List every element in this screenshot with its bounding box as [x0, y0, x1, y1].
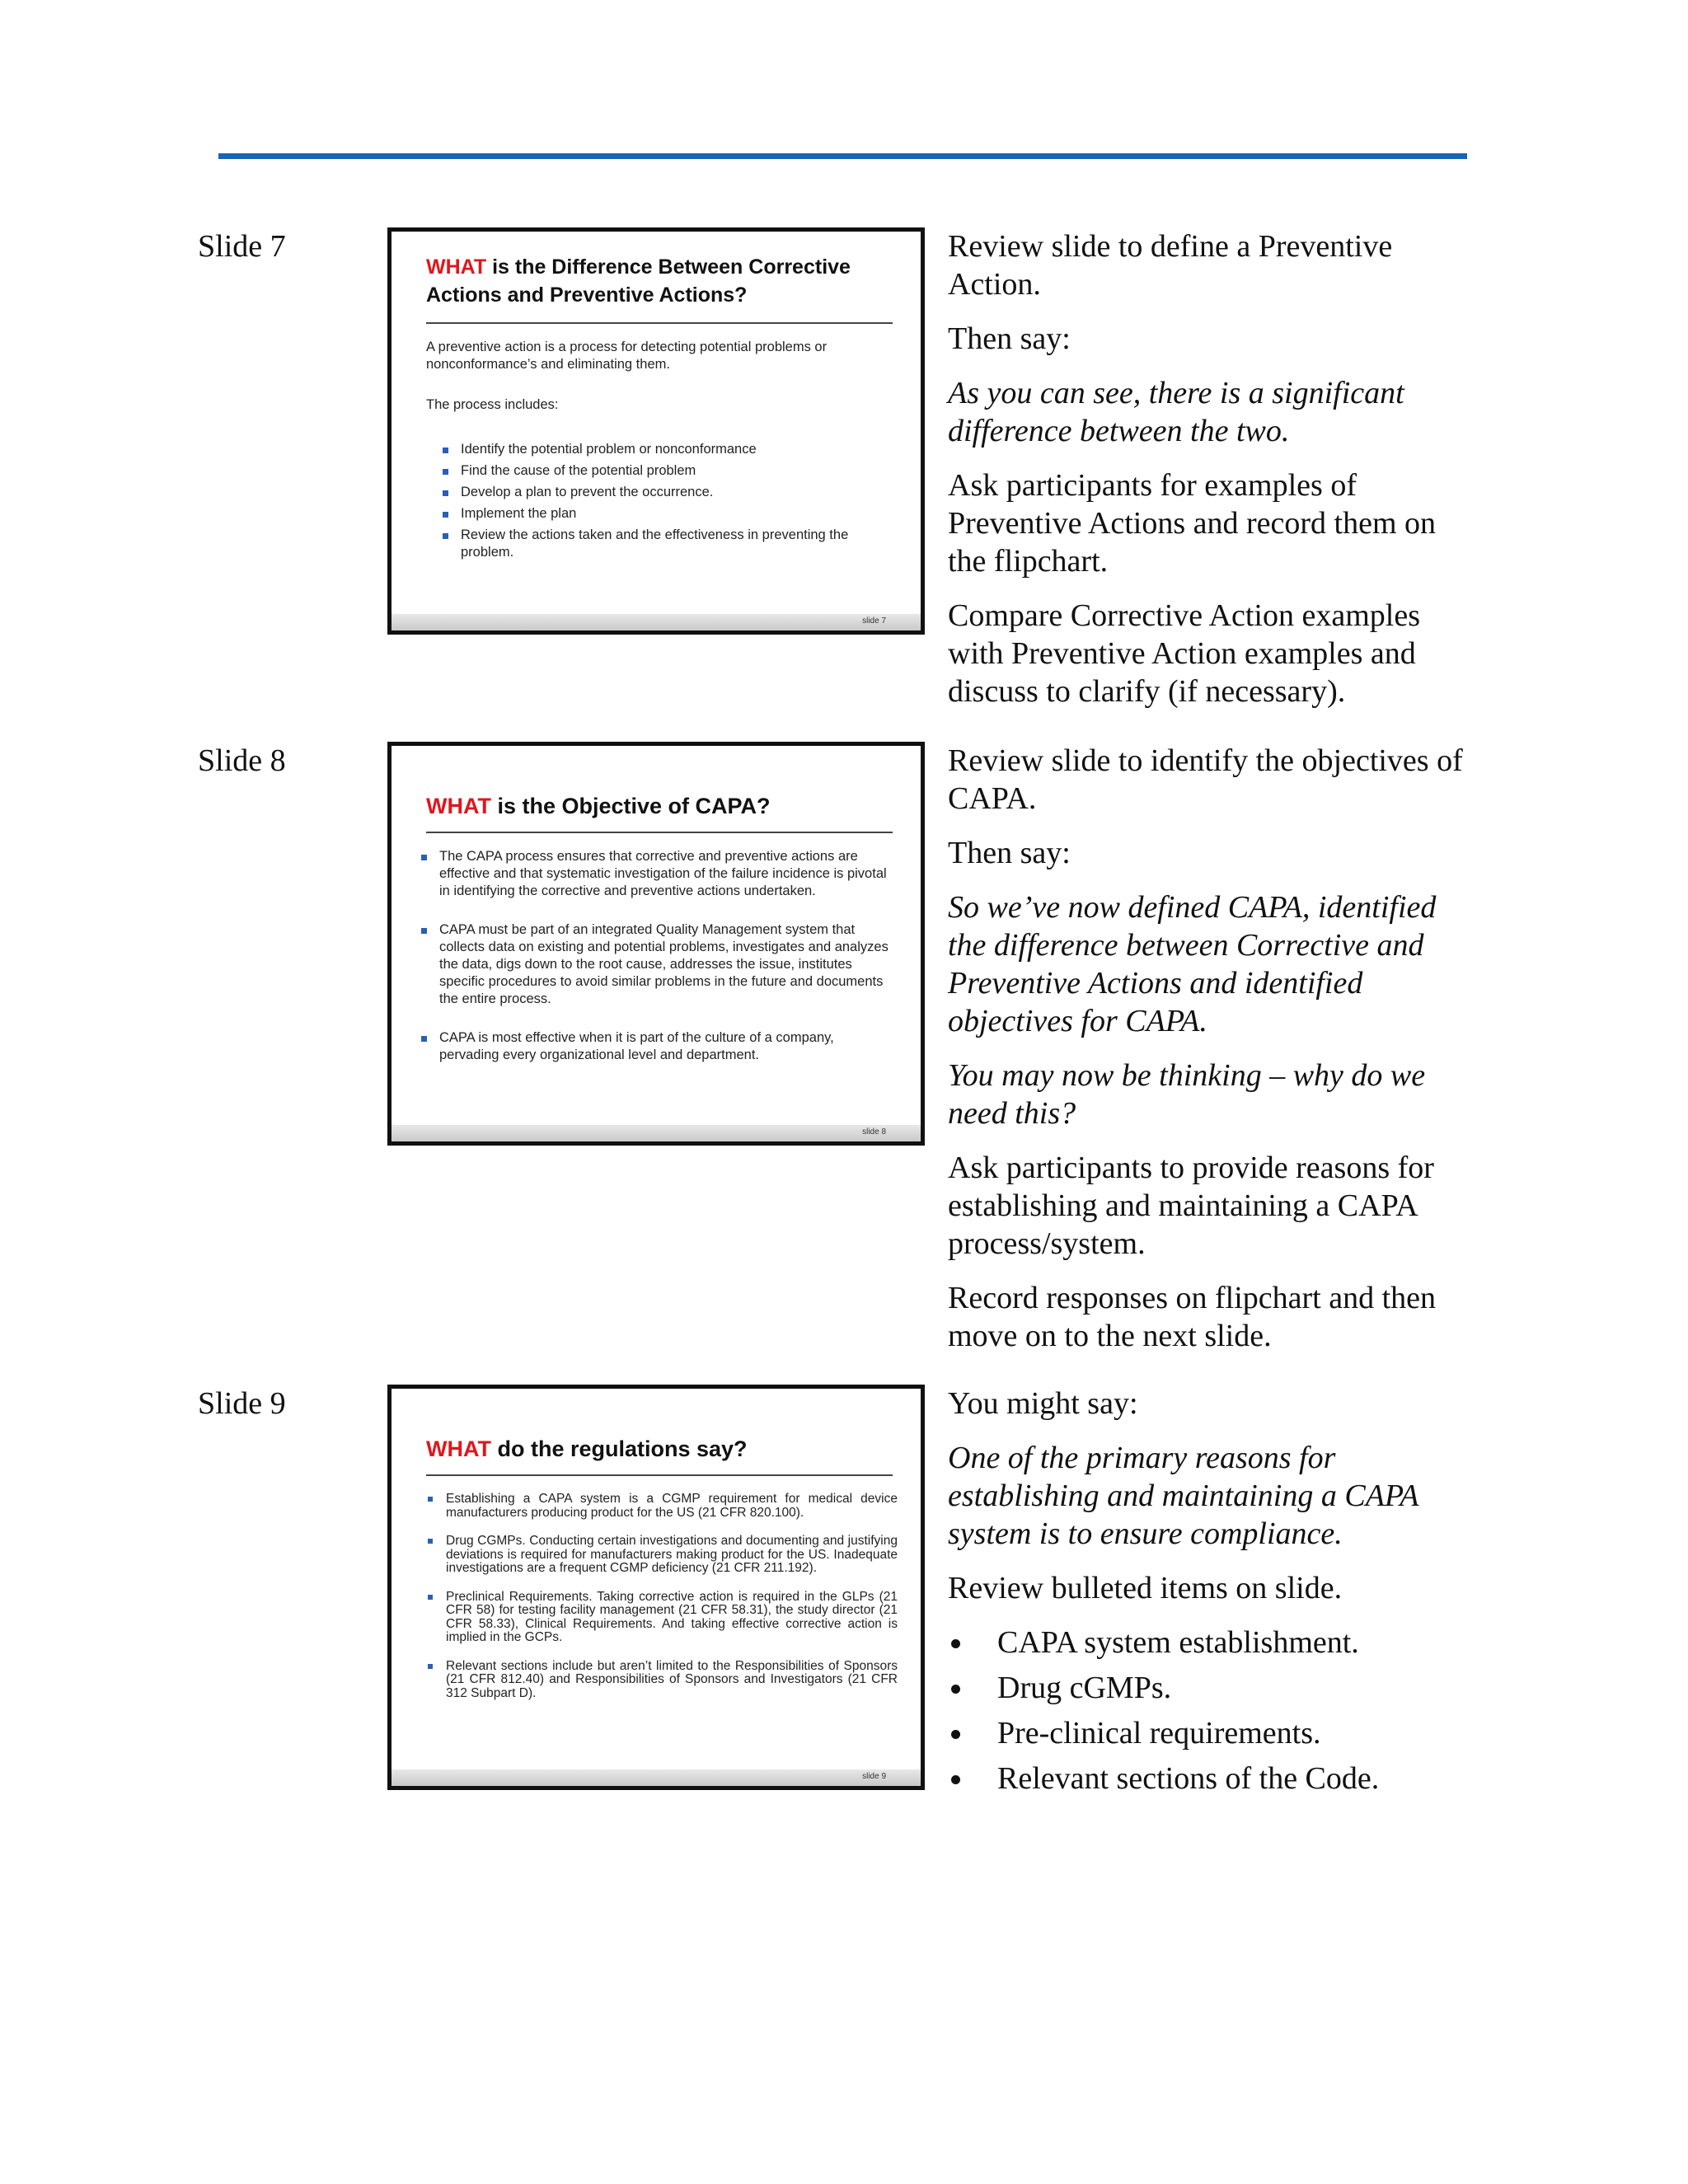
slide-bullet: Relevant sections include but aren’t limited to the Responsibilities of Sponsors (21 CFR 812.40) and Responsibilities of Sponsors and Investigators (21 CFR 312 Subpart D).: [426, 1660, 898, 1701]
slide-title: WHAT is the Objective of CAPA?: [426, 794, 771, 818]
slide-title-rule: [426, 832, 893, 833]
slide-bullets: [426, 1493, 898, 1715]
note-paragraph: Review slide to define a Preventive Action.: [948, 229, 1393, 302]
slide-thumbnail: [387, 227, 925, 635]
slide-bullet: Drug CGMPs. Conducting certain investigations and documenting and justifying deviations is required for manufacturers making product for the US. Inadequate investigations are a frequent CGMP deficiency (21 CFR 211.192).: [426, 1535, 898, 1576]
note-paragraph: You might say:: [948, 1386, 1138, 1421]
slide-number: slide 8: [862, 1127, 886, 1137]
slide-label: Slide 7: [198, 229, 286, 264]
note-paragraph: Review bulleted items on slide.: [948, 1571, 1343, 1605]
speaker-notes: [948, 742, 1475, 1371]
speaker-notes: [948, 227, 1475, 727]
note-paragraph: Review slide to identify the objectives of CAPA.: [948, 743, 1463, 816]
slide-bullets: [420, 848, 896, 1064]
slide-thumbnail: [387, 1385, 925, 1790]
slide-bullets: [441, 441, 896, 561]
slide-title-rule: [426, 322, 893, 324]
note-paragraph: Ask participants to provide reasons for establishing and maintaining a CAPA process/system.: [948, 1151, 1434, 1261]
slide-bullet: Review the actions taken and the effectiveness in preventing the problem.: [441, 527, 896, 561]
slide-number: slide 7: [862, 616, 886, 626]
slide-lead: The process includes:: [426, 397, 559, 412]
slide-title: WHAT do the regulations say?: [426, 1436, 748, 1461]
slide-footer: [392, 614, 921, 630]
slide-bullet: Develop a plan to prevent the occurrence.: [441, 484, 896, 501]
note-paragraph: Record responses on flipchart and then move on to the next slide.: [948, 1281, 1436, 1353]
slide-bullet: Identify the potential problem or nonconformance: [441, 441, 896, 458]
slide-footer: [392, 1125, 921, 1141]
slide-bullet: The CAPA process ensures that corrective and preventive actions are effective and that systematic investigation of the failure incidence is pivotal in identifying the corrective and preventive actions undertaken.: [420, 848, 896, 900]
note-bullet: Pre-clinical requirements.: [948, 1714, 1475, 1752]
slide-bullet: Preclinical Requirements. Taking corrective action is required in the GLPs (21 CFR 58) for testing facility management (21 CFR 58.31), the study director (21 CFR 58.33), Clinical Requirements. And taking effective corrective action is implied in the GCPs.: [426, 1591, 898, 1645]
note-script: You may now be thinking – why do we need this?: [948, 1058, 1426, 1131]
slide-title: WHAT is the Difference Between Corrective Actions and Preventive Actions?: [426, 255, 851, 307]
slide-number: slide 9: [862, 1772, 886, 1781]
note-bullet: Drug cGMPs.: [948, 1669, 1475, 1707]
header-rule: [218, 153, 1467, 159]
slide-footer: [392, 1769, 921, 1786]
note-script: One of the primary reasons for establishing and maintaining a CAPA system is to ensure compliance.: [948, 1441, 1418, 1551]
note-paragraph: Ask participants for examples of Preventive Actions and record them on the flipchart.: [948, 468, 1437, 579]
speaker-notes: [948, 1385, 1475, 1805]
slide-label: Slide 9: [198, 1386, 286, 1421]
slide-bullet: CAPA must be part of an integrated Quality Management system that collects data on existing and potential problems, investigates and analyzes the data, digs down to the root cause, addresses the issue, institutes specific procedures to avoid similar problems in the future and documents the entire process.: [420, 921, 896, 1008]
slide-bullet: Implement the plan: [441, 505, 896, 523]
note-bullet: CAPA system establishment.: [948, 1624, 1475, 1661]
note-paragraph: Then say:: [948, 836, 1071, 870]
slide-bullet: Establishing a CAPA system is a CGMP requirement for medical device manufacturers producing product for the US (21 CFR 820.100).: [426, 1493, 898, 1520]
slide-thumbnail: [387, 742, 925, 1146]
slide-bullet: Find the cause of the potential problem: [441, 462, 896, 480]
note-paragraph: Compare Corrective Action examples with Preventive Action examples and discuss to clarify (if necessary).: [948, 598, 1420, 709]
note-script: So we’ve now defined CAPA, identified the difference between Corrective and Preventive Actions and identified objectives for CAPA.: [948, 890, 1437, 1038]
slide-bullet: CAPA is most effective when it is part of the culture of a company, pervading every organizational level and department.: [420, 1029, 896, 1064]
slide-label: Slide 8: [198, 743, 286, 778]
note-script: As you can see, there is a significant difference between the two.: [948, 376, 1404, 448]
note-bullet: Relevant sections of the Code.: [948, 1760, 1475, 1797]
slide-intro: A preventive action is a process for detecting potential problems or nonconformance’s and eliminating them.: [426, 340, 828, 372]
slide-title-rule: [426, 1474, 893, 1476]
note-bullet-list: [948, 1624, 1475, 1797]
note-paragraph: Then say:: [948, 321, 1071, 356]
